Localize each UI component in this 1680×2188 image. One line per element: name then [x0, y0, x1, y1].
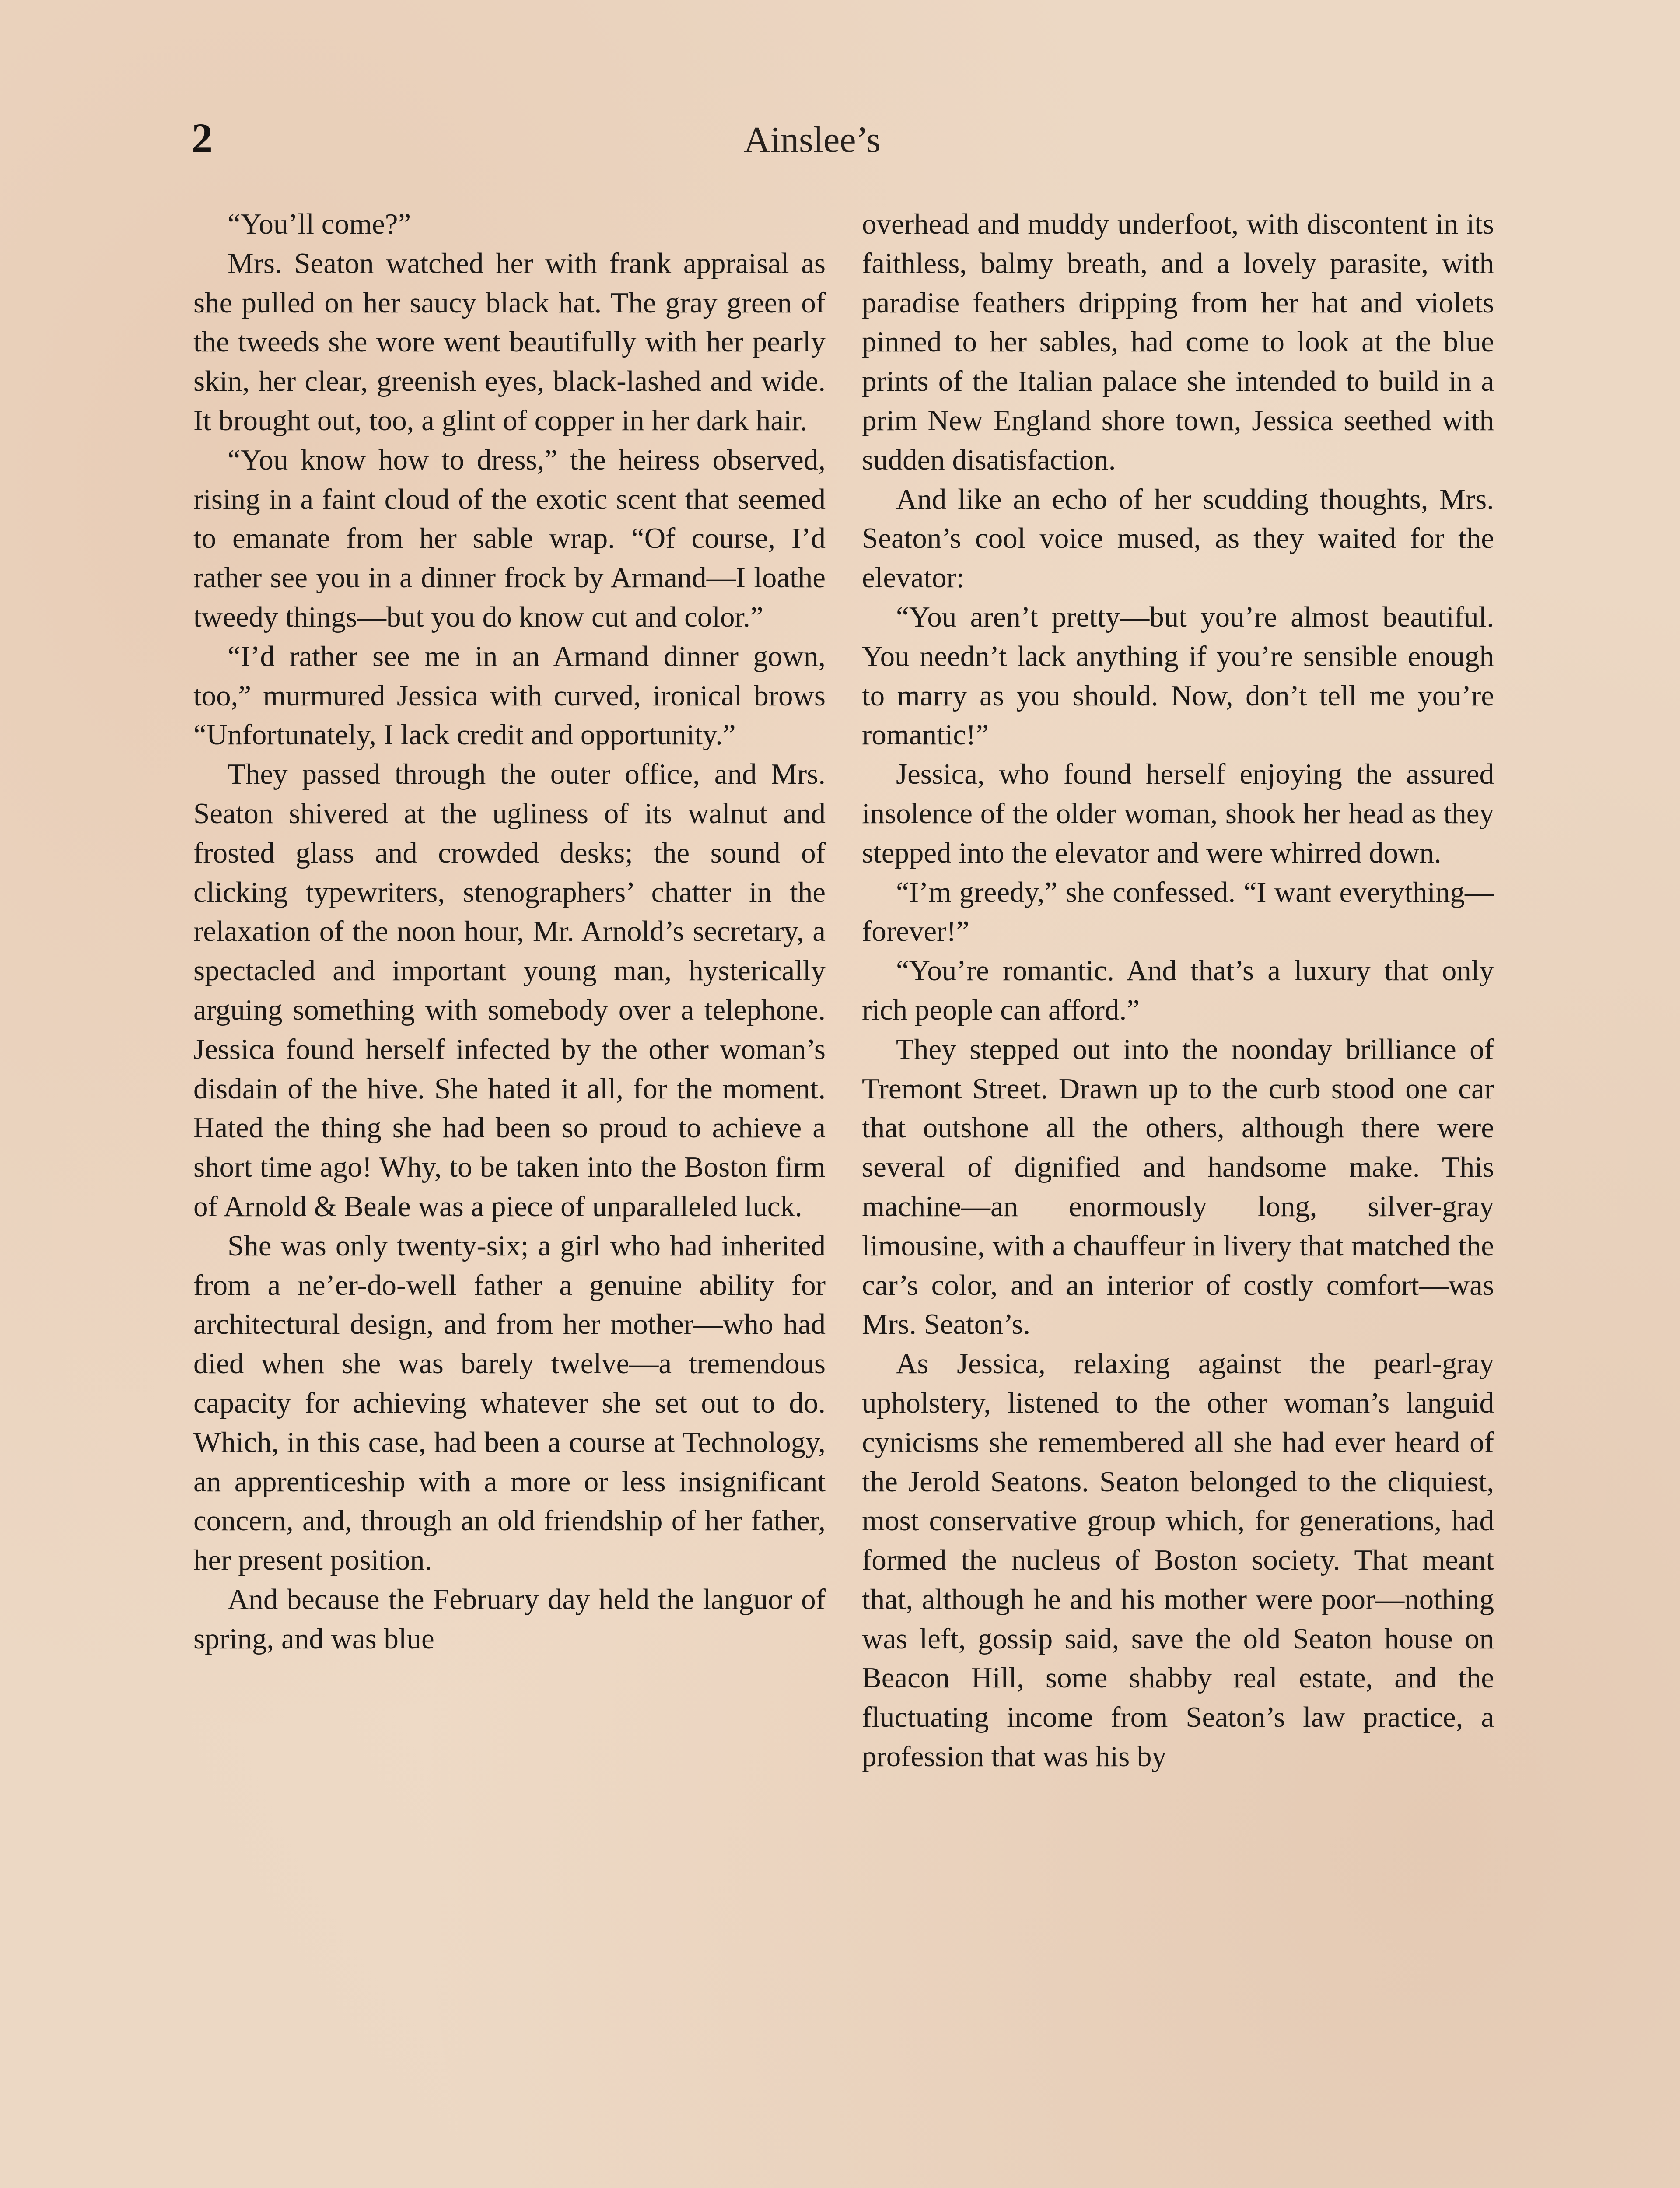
paragraph: “You’ll come?”: [228, 208, 411, 240]
paragraph: “I’d rather see me in an Armand dinner gown, too,” murmured Jessica with curved, ironical brows “Unfortunately, I lack credit and opportunity.”: [193, 640, 826, 751]
running-head: Ainslee’s: [744, 119, 881, 160]
paragraph: And like an echo of her scudding thoughts, Mrs. Seaton’s cool voice mused, as they waited for the elevator:: [862, 483, 1494, 594]
paragraph: Jessica, who found herself enjoying the assured insolence of the older woman, shook her head as they stepped into the elevator and were whirred down.: [862, 758, 1494, 869]
right-column: [862, 205, 1494, 2188]
page-number: 2: [192, 115, 213, 161]
paragraph: “You aren’t pretty—but you’re almost beautiful. You needn’t lack anything if you’re sensible enough to marry as you should. Now, don’t tell me you’re romantic!”: [862, 600, 1494, 751]
paragraph: They passed through the outer office, and Mrs. Seaton shivered at the ugliness of its walnut and frosted glass and crowded desks; the sound of clicking typewriters, stenographers’ chatter in the relaxation of the noon hour, Mr. Arnold’s secretary, a spectacled and important young man, hysterically arguing something with somebody over a telephone. Jessica found herself infected by the other woman’s disdain of the hive. She hated it all, for the moment. Hated the thing she had been so proud to achieve a short time ago! Why, to be taken into the Boston firm of Arnold & Beale was a piece of unparalleled luck.: [193, 758, 826, 1223]
paragraph-continued: overhead and muddy underfoot, with discontent in its faithless, balmy breath, and a lovely parasite, with paradise feathers dripping from her hat and violets pinned to her sables, had come to look at the blue prints of the Italian palace she intended to build in a prim New England shore town, Jessica seethed with sudden disatisfaction.: [862, 208, 1494, 476]
paragraph: Mrs. Seaton watched her with frank appraisal as she pulled on her saucy black hat. The gray green of the tweeds she wore went beautifully with her pearly skin, her clear, greenish eyes, black-lashed and wide. It brought out, too, a glint of copper in her dark hair.: [193, 247, 826, 437]
paragraph: She was only twenty-six; a girl who had inherited from a ne’er-do-well father a genuine ability for architectural design, and from her mother—who had died when she was barely twelve—a tremendous capacity for achieving whatever she set out to do. Which, in this case, had been a course at Technology, an apprenticeship with a more or less insignificant concern, and, through an old friendship of her father, her present position.: [193, 1229, 826, 1577]
left-column: [193, 205, 826, 2188]
paragraph: They stepped out into the noonday brilliance of Tremont Street. Drawn up to the curb stood one car that outshone all the others, although there were several of dignified and handsome make. This machine—an enormously long, silver-gray limousine, with a chauffeur in livery that matched the car’s color, and an interior of costly comfort—was Mrs. Seaton’s.: [862, 1033, 1494, 1341]
paragraph: “You’re romantic. And that’s a luxury that only rich people can afford.”: [862, 954, 1494, 1026]
paragraph: “You know how to dress,” the heiress observed, rising in a faint cloud of the exotic scent that seemed to emanate from her sable wrap. “Of course, I’d rather see you in a dinner frock by Armand—I loathe tweedy things—but you do know cut and color.”: [193, 443, 826, 633]
paragraph: As Jessica, relaxing against the pearl-gray upholstery, listened to the other woman’s languid cynicisms she remembered all she had ever heard of the Jerold Seatons. Seaton belonged to the cliquiest, most conservative group which, for generations, had formed the nucleus of Boston society. That meant that, although he and his mother were poor—nothing was left, gossip said, save the old Seaton house on Beacon Hill, some shabby real estate, and the fluctuating income from Seaton’s law practice, a profession that was his by: [862, 1347, 1494, 1773]
paragraph: And because the February day held the languor of spring, and was blue: [193, 1583, 826, 1655]
paragraph: “I’m greedy,” she confessed. “I want everything—forever!”: [862, 876, 1494, 948]
